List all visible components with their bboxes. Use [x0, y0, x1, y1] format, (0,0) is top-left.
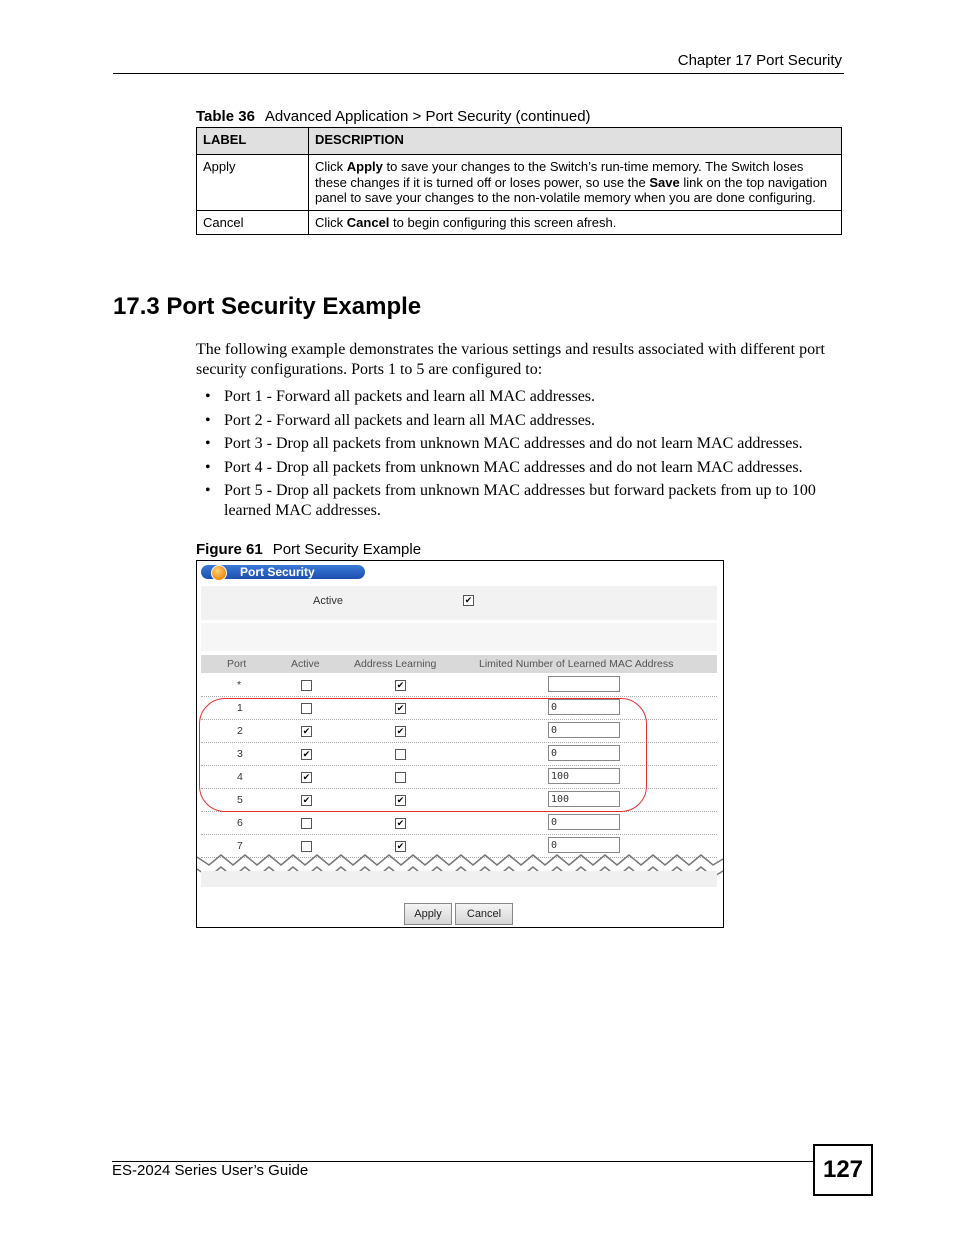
list-item: • Port 5 - Drop all packets from unknown MAC addresses but forward packets from up to 100 learned MAC addresses. [205, 481, 850, 521]
highlight-outline [199, 698, 647, 812]
port-number: 3 [237, 748, 243, 760]
cancel-button[interactable]: Cancel [455, 903, 513, 925]
active-column-header: Active [291, 658, 320, 670]
desc-bold: Cancel [346, 214, 390, 230]
port-active-checkbox[interactable] [301, 818, 312, 829]
list-item: • Port 3 - Drop all packets from unknown MAC addresses and do not learn MAC addresses. [205, 434, 850, 454]
table-caption-text: Advanced Application > Port Security (continued) [264, 108, 591, 125]
figure-caption [196, 541, 421, 558]
table-header-row [197, 128, 842, 155]
active-label: Active [313, 595, 343, 607]
table-caption [196, 108, 591, 125]
desc-text: to begin configuring this screen afresh. [389, 214, 617, 230]
port-number: 2 [237, 725, 243, 737]
port-number: 4 [237, 771, 243, 783]
desc-text: Click [315, 159, 347, 174]
row-description [309, 155, 842, 211]
table-row [201, 812, 717, 835]
mac-limit-input[interactable]: 0 [548, 814, 620, 830]
figure-caption-text: Port Security Example [272, 541, 422, 558]
list-item: • Port 1 - Forward all packets and learn all MAC addresses. [205, 387, 850, 407]
desc-text: to save your changes to the Switch’s run-time memory. The Switch loses these changes if it is turned off or loses power, so use the [315, 159, 804, 190]
section-title: 17.3 Port Security Example [113, 293, 422, 320]
port-table-header [201, 655, 717, 673]
port-number: 1 [237, 702, 243, 714]
active-setting-row [201, 586, 717, 620]
bullet-list [205, 387, 850, 525]
port-active-checkbox[interactable] [301, 680, 312, 691]
mac-limit-input[interactable]: 0 [548, 722, 620, 738]
spacer-band [201, 623, 717, 651]
table-row [197, 210, 842, 235]
desc-text: link on the top navigation panel to save your changes to the non-volatile memory when you are done configuring. [315, 174, 828, 205]
page-number: 127 [813, 1144, 873, 1196]
description-column-header: DESCRIPTION [309, 128, 842, 155]
row-label: Cancel [197, 210, 309, 235]
label-column-header: LABEL [197, 128, 309, 155]
port-column-header: Port [227, 658, 247, 670]
mac-limit-input[interactable]: 100 [548, 791, 620, 807]
table-caption-number: Table 36 [196, 108, 255, 125]
list-item: • Port 4 - Drop all packets from unknown MAC addresses and do not learn MAC addresses. [205, 458, 850, 478]
desc-bold: Apply [346, 159, 383, 174]
bottom-band [201, 871, 717, 887]
row-description [309, 210, 842, 235]
header-rule [113, 73, 844, 74]
list-item: • Port 2 - Forward all packets and learn all MAC addresses. [205, 411, 850, 431]
mac-limit-input[interactable]: 0 [548, 745, 620, 761]
description-table [196, 127, 842, 235]
table-row [201, 674, 717, 697]
port-number: 7 [237, 840, 243, 852]
limit-column-header: Limited Number of Learned MAC Address [479, 658, 674, 670]
panel-title: Port Security [240, 565, 315, 579]
guide-title: ES-2024 Series User’s Guide [112, 1162, 309, 1179]
table-row [197, 155, 842, 211]
address-learning-checkbox[interactable] [395, 680, 406, 691]
desc-bold: Save [649, 174, 680, 190]
address-learning-checkbox[interactable] [395, 818, 406, 829]
apply-button[interactable]: Apply [404, 903, 452, 925]
port-security-screenshot [196, 560, 724, 928]
port-number: 6 [237, 817, 243, 829]
port-number: * [237, 679, 242, 691]
desc-text: Click [315, 214, 347, 230]
row-label: Apply [197, 155, 309, 211]
chapter-header: Chapter 17 Port Security [677, 52, 842, 69]
global-active-checkbox[interactable] [463, 595, 474, 606]
intro-paragraph: The following example demonstrates the various settings and results associated with different port security configurations. Ports 1 to 5 are configured to: [196, 341, 825, 378]
figure-caption-number: Figure 61 [196, 541, 263, 558]
panel-orb-icon [211, 565, 227, 581]
mac-limit-input[interactable]: 0 [548, 837, 620, 853]
port-number: 5 [237, 794, 243, 806]
mac-limit-input[interactable]: 100 [548, 768, 620, 784]
mac-limit-input[interactable] [548, 676, 620, 692]
mac-limit-input[interactable]: 0 [548, 699, 620, 715]
learning-column-header: Address Learning [354, 658, 437, 670]
